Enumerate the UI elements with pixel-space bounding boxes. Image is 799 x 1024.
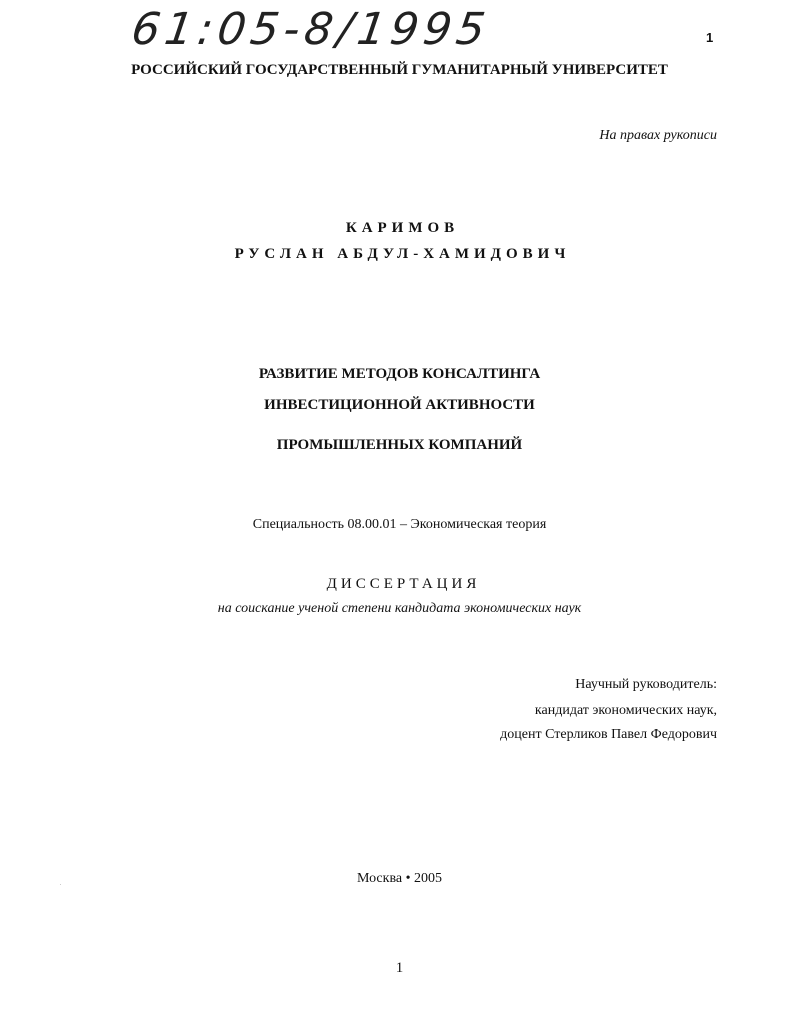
specialty-line: Специальность 08.00.01 – Экономическая теория [252,517,547,532]
supervisor-label: Научный руководитель: [575,677,717,692]
dissertation-title-line-2: ИНВЕСТИЦИОННОЙ АКТИВНОСТИ [264,397,535,413]
dissertation-title-line-3: ПРОМЫШЛЕННЫХ КОМПАНИЙ [276,437,523,453]
city-and-year: Москва • 2005 [356,871,442,886]
work-type-heading: ДИССЕРТАЦИЯ [326,576,481,592]
manuscript-rights-note: На правах рукописи [599,128,717,143]
dissertation-title-line-1: РАЗВИТИЕ МЕТОДОВ КОНСАЛТИНГА [258,366,541,382]
page-number-bottom: 1 [395,960,404,976]
author-given-names: РУСЛАН АБДУЛ-ХАМИДОВИЧ [234,246,571,262]
handwritten-archive-code: 61:05-8/1995 [128,4,494,55]
page-number-top: 1 [706,30,714,45]
university-name: РОССИЙСКИЙ ГОСУДАРСТВЕННЫЙ ГУМАНИТАРНЫЙ УНИВЕРСИТЕТ [131,62,668,78]
scan-artifact [60,884,61,885]
supervisor-name: доцент Стерликов Павел Федорович [500,727,717,742]
supervisor-degree: кандидат экономических наук, [534,703,717,718]
degree-line: на соискание ученой степени кандидата экономических наук [217,601,582,616]
author-surname: КАРИМОВ [345,220,460,236]
